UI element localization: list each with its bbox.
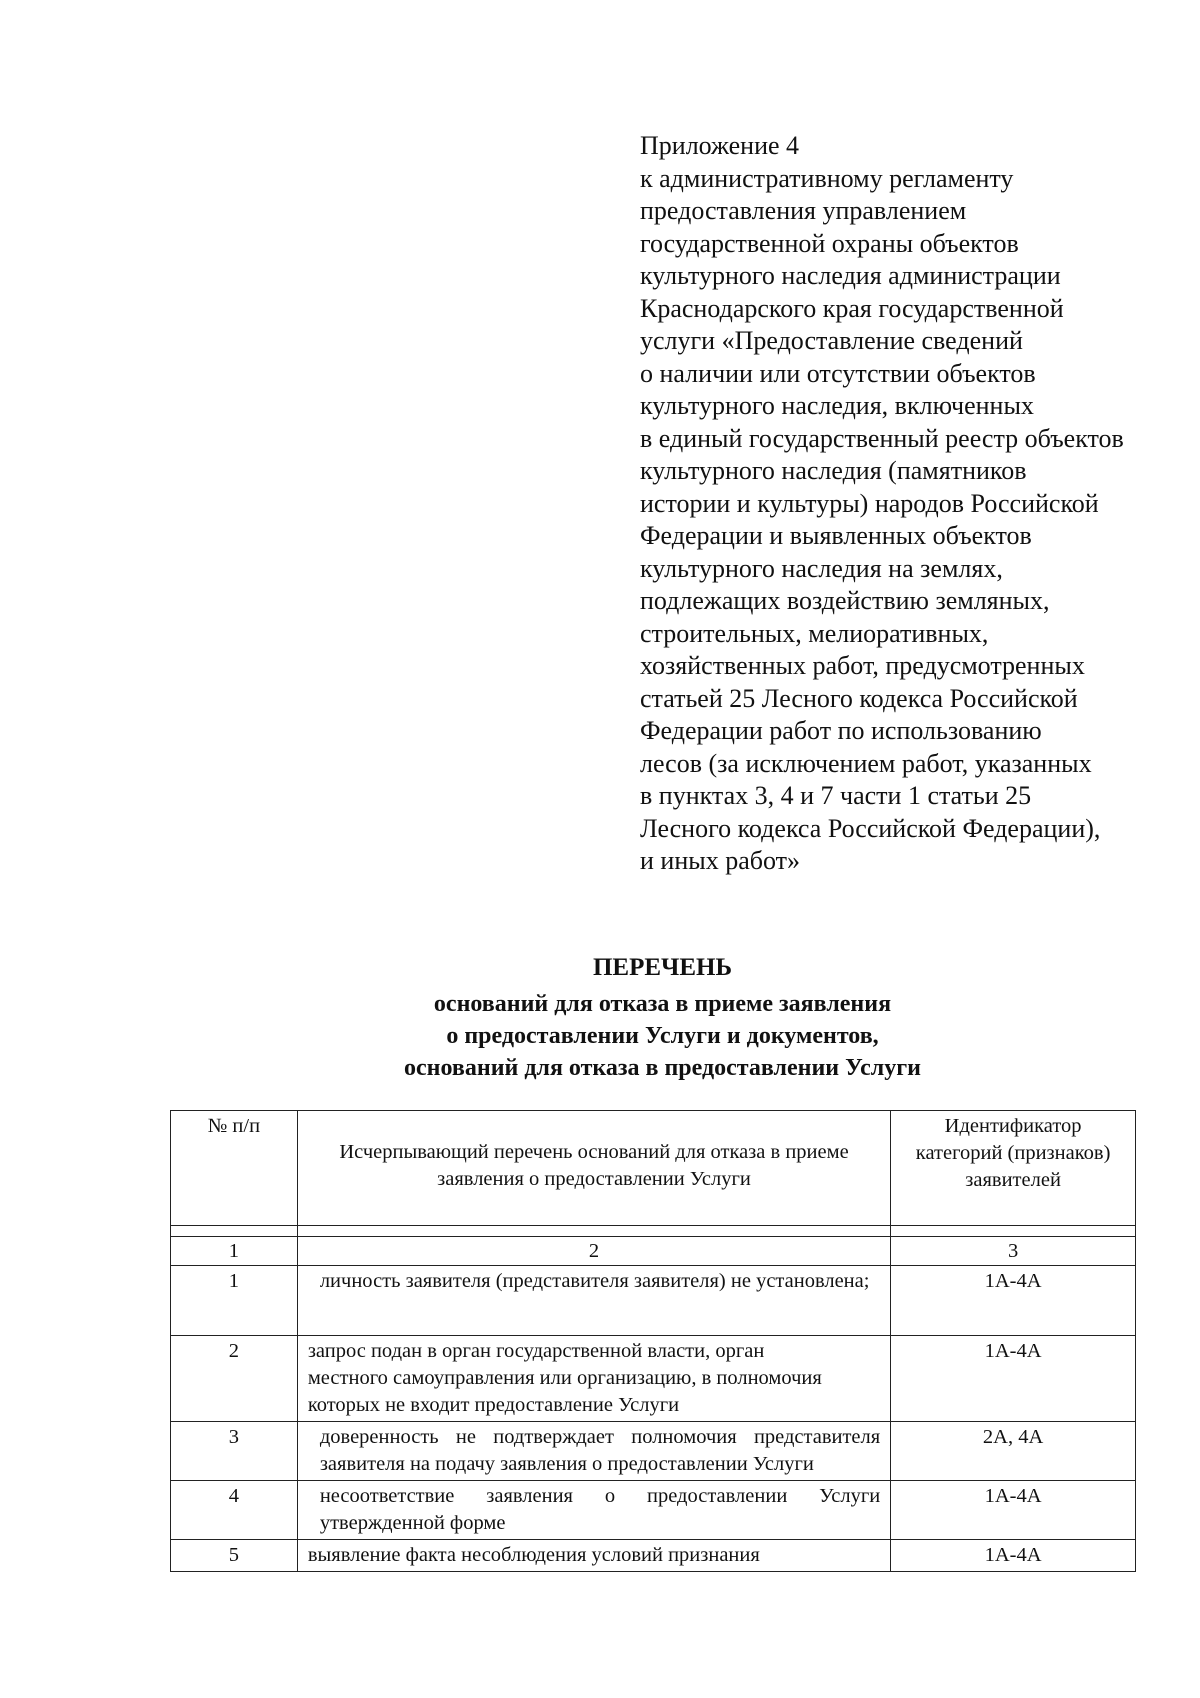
row-number: 1: [171, 1266, 298, 1336]
table-row: [171, 1481, 1136, 1540]
table-row: [171, 1336, 1136, 1422]
appendix-line: Краснодарского края государственной: [640, 293, 1064, 323]
row-identifier: 1А-4А: [891, 1481, 1136, 1540]
header-grounds: [297, 1111, 890, 1226]
gap-cell: [891, 1226, 1136, 1237]
appendix-line: государственной охраны объектов: [640, 228, 1019, 258]
table-row: [171, 1422, 1136, 1481]
appendix-line: культурного наследия на землях,: [640, 553, 1003, 583]
header-grounds-text: Исчерпывающий перечень оснований для отказа в приеме заявления о предоставлении Услуги: [339, 1141, 849, 1190]
header-identifier: Идентификатор категорий (признаков) заявителей: [891, 1111, 1136, 1226]
column-number: 3: [891, 1237, 1136, 1266]
heading-subtitle-line: о предоставлении Услуги и документов,: [446, 1023, 879, 1049]
row-number: 4: [171, 1481, 298, 1540]
column-number-row: [171, 1237, 1136, 1266]
row-text: выявление факта несоблюдения условий признания: [297, 1540, 890, 1572]
row-identifier: 1А-4А: [891, 1336, 1136, 1422]
appendix-line: статьей 25 Лесного кодекса Российской: [640, 683, 1078, 713]
row-text: запрос подан в орган государственной власти, орган местного самоуправления или организацию, в полномочия которых не входит предоставление Услуги: [297, 1336, 890, 1422]
column-number: 2: [297, 1237, 890, 1266]
appendix-line: к административному регламенту: [640, 163, 1014, 193]
appendix-line: в единый государственный реестр объектов: [640, 423, 1124, 453]
appendix-line: лесов (за исключением работ, указанных: [640, 748, 1092, 778]
row-text: доверенность не подтверждает полномочия представителя заявителя на подачу заявления о предоставлении Услуги: [297, 1422, 890, 1481]
row-number: 5: [171, 1540, 298, 1572]
appendix-line: и иных работ»: [640, 846, 800, 875]
appendix-line: хозяйственных работ, предусмотренных: [640, 651, 1085, 680]
column-number: 1: [171, 1237, 298, 1266]
row-identifier: 2А, 4А: [891, 1422, 1136, 1481]
appendix-line: подлежащих воздействию земляных,: [640, 586, 1050, 615]
table-row: [171, 1540, 1136, 1572]
header-number: № п/п: [171, 1111, 298, 1226]
appendix-line: культурного наследия, включенных: [640, 391, 1034, 420]
gap-cell: [297, 1226, 890, 1237]
appendix-line: культурного наследия (памятников: [640, 456, 1027, 485]
appendix-line: в пунктах 3, 4 и 7 части 1 статьи 25: [640, 781, 1032, 810]
appendix-line: культурного наследия администрации: [640, 261, 1061, 290]
heading-subtitle-line: оснований для отказа в предоставлении Услуги: [404, 1055, 921, 1081]
row-text: личность заявителя (представителя заявителя) не установлена;: [297, 1266, 890, 1336]
row-number: 2: [171, 1336, 298, 1422]
header-gap-row: [171, 1226, 1136, 1237]
appendix-line: строительных, мелиоративных,: [640, 618, 989, 648]
row-number: 3: [171, 1422, 298, 1481]
appendix-line: услуги «Предоставление сведений: [640, 326, 1023, 355]
appendix-line: Федерации и выявленных объектов: [640, 521, 1032, 550]
row-text: несоответствие заявления о предоставлении Услуги утвержденной форме: [297, 1481, 890, 1540]
appendix-line: о наличии или отсутствии объектов: [640, 358, 1036, 388]
appendix-block: [640, 130, 1180, 878]
appendix-line: Федерации работ по использованию: [640, 716, 1042, 745]
heading-title: ПЕРЕЧЕНЬ: [592, 954, 733, 981]
table-header-row: [171, 1111, 1136, 1226]
table-row: [171, 1266, 1136, 1336]
gap-cell: [171, 1226, 298, 1237]
row-identifier: 1А-4А: [891, 1540, 1136, 1572]
appendix-line: истории и культуры) народов Российской: [640, 488, 1099, 518]
heading-subtitle-line: оснований для отказа в приеме заявления: [433, 991, 892, 1017]
appendix-line: Лесного кодекса Российской Федерации),: [640, 813, 1101, 843]
appendix-line: предоставления управлением: [640, 196, 967, 225]
document-heading: [0, 952, 1200, 1084]
grounds-table: [170, 1110, 1136, 1572]
row-identifier: 1А-4А: [891, 1266, 1136, 1336]
appendix-line: Приложение 4: [640, 131, 800, 160]
